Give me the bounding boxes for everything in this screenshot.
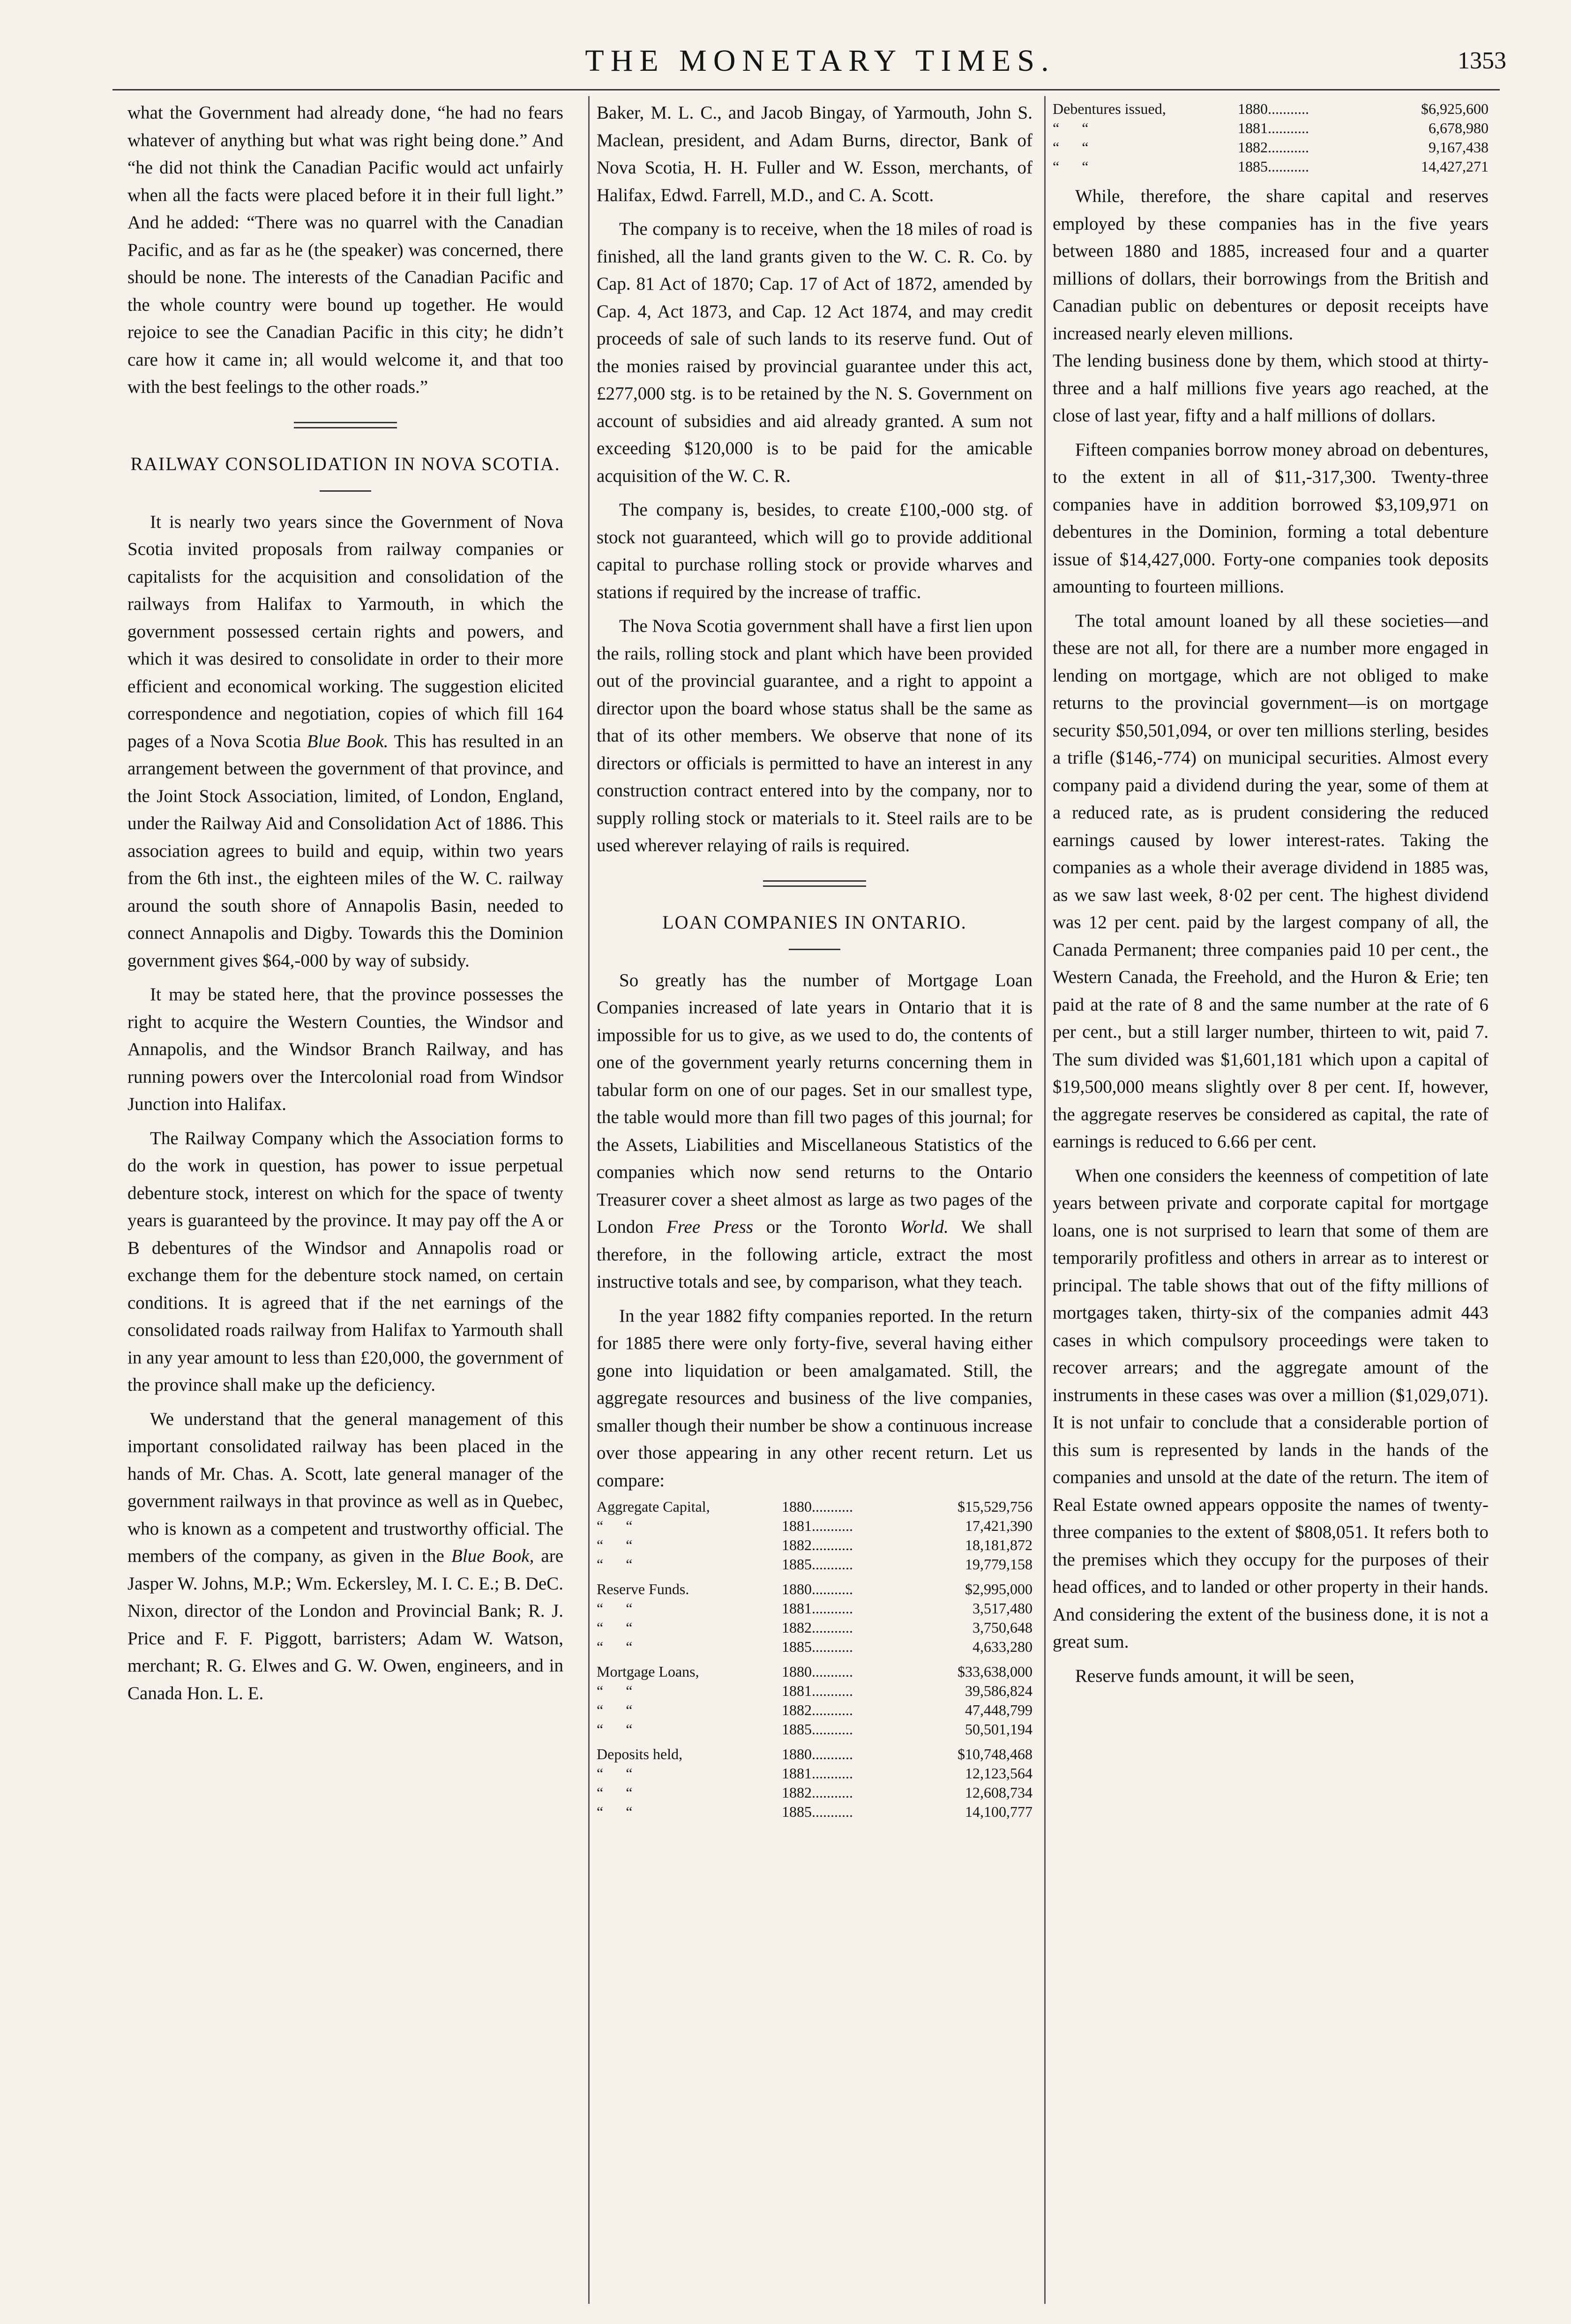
table-row: [597, 1618, 1032, 1637]
row-year: 1881...........: [782, 1517, 853, 1534]
article-paragraph: The company is to receive, when the 18 miles of road is finished, all the land grants given to the W. C. R. Co. by Cap. 81 Act of 1870; Cap. 17 of Act of 1872, amended by Cap. 4, Act 1873, and Cap. 12 Act 1874, and may credit proceeds of sale of such lands to its reserve fund. Out of the monies raised by provincial guarantee under this act, £277,000 stg. is to be retained by the N. S. Government on account of subsidies and aid already granted. A sum not exceeding $120,000 is to be paid for the amicable acquisition of the W. C. R.: [597, 219, 1032, 486]
row-value: 19,779,158: [965, 1556, 1032, 1573]
row-value: 12,608,734: [965, 1784, 1032, 1801]
column-divider: [588, 96, 590, 2304]
article-paragraph: [127, 1406, 563, 1708]
article-paragraph: Baker, M. L. C., and Jacob Bingay, of Yarmouth, John S. Maclean, president, and Adam Burns, director, Bank of Nova Scotia, H. H. Fuller and W. Esson, merchants, of Halifax, Edwd. Farrell, M.D., and C. A. Scott.: [597, 103, 1032, 205]
double-rule: [294, 422, 397, 428]
table-row: [1053, 157, 1489, 176]
table-spacer: [597, 1657, 1032, 1662]
row-year: 1880...........: [782, 1663, 853, 1680]
article-paragraph: The company is, besides, to create £100,-000 stg. of stock not guaranteed, which will go to provide additional capital to purchase rolling stock or provide wharves and stations if required by the increase of traffic.: [597, 500, 1032, 602]
column-1: [127, 99, 563, 2312]
text-run: So greatly has the number of Mortgage Loan Companies increased of late years in Ontario that it is impossible for us to give, as we used to do, the contents of one of the government yearly returns concerning them in tabular form on one of our pages. Set in our smallest type, the table would more than fill two pages of this journal; for the Assets, Liabilities and Miscellaneous Statistics of the companies which now send returns to the Ontario Treasurer cover a sheet almost as large as two pages of the London: [597, 970, 1032, 1237]
row-value: $2,995,000: [965, 1581, 1032, 1597]
table-row: [597, 1662, 1032, 1681]
debentures-table: [1053, 99, 1489, 176]
article-paragraph: The Nova Scotia government shall have a first lien upon the rails, rolling stock and plant which have been provided out of the provincial guarantee, and a right to appoint a director upon the board whose status shall be the same as that of its other members. We observe that none of its directors or officials is permitted to have an interest in any construction contract entered into by the company, nor to supply rolling stock or materials to it. Steel rails are to be used wherever relaying of rails is required.: [597, 616, 1032, 855]
row-year: 1882...........: [782, 1619, 853, 1636]
row-year: 1882...........: [1238, 139, 1309, 156]
article-heading: RAILWAY CONSOLIDATION IN NOVA SCOTIA.: [130, 453, 561, 474]
page-number: 1353: [1458, 47, 1506, 74]
table-row: [597, 1599, 1032, 1618]
loan-statistics-table: [597, 1497, 1032, 1822]
table-row: [597, 1745, 1032, 1764]
row-value: $6,925,600: [1421, 100, 1489, 117]
row-value: $33,638,000: [958, 1663, 1032, 1680]
table-spacer: [597, 1574, 1032, 1580]
article-paragraph: In the year 1882 fifty companies reported. In the return for 1885 there were only forty-five, several having either gone into liquidation or been amalgamated. Still, the aggregate resources and business of the live companies, smaller though their number be show a continuous increase over those appearing in any other recent return. Let us compare:: [597, 1305, 1032, 1491]
table-row: [597, 1802, 1032, 1822]
row-year: 1885...........: [782, 1721, 853, 1738]
row-label: “ “: [597, 1600, 633, 1617]
row-value: $10,748,468: [958, 1746, 1032, 1762]
double-rule: [763, 880, 866, 887]
row-year: 1880...........: [782, 1498, 853, 1515]
text-run: This has resulted in an arrangement between the government of that province, and the Joint Stock Association, limited, of London, England, under the Railway Aid and Consolidation Act of 1886. This association agrees to build and equip, within two years from the 6th inst., the eighteen miles of the W. C. railway around the south shore of Annapolis Basin, needed to connect Annapolis and Digby. Towards this the Dominion government gives $64,-000 by way of subsidy.: [127, 731, 563, 971]
text-run: We understand that the general management of this important consolidated railway has been placed in the hands of Mr. Chas. A. Scott, late general manager of the government railways in that province as well as in Quebec, who is known as a competent and trustworthy official. The members of the company, as given in the: [127, 1409, 563, 1566]
row-label: Mortgage Loans,: [597, 1663, 699, 1680]
row-label: “ “: [597, 1537, 633, 1553]
table-row: [597, 1720, 1032, 1739]
article-paragraph: While, therefore, the share capital and reserves employed by these companies has in the five years between 1880 and 1885, increased four and a quarter millions of dollars, their borrowings from the British and Canadian public on debentures or deposit receipts have increased nearly eleven millions.: [1053, 186, 1489, 344]
row-value: 50,501,194: [965, 1721, 1032, 1738]
row-label: “ “: [597, 1517, 633, 1534]
row-label: “ “: [1053, 120, 1089, 136]
table-row: [1053, 119, 1489, 138]
row-year: 1880...........: [782, 1746, 853, 1762]
header-rule: [112, 89, 1500, 90]
row-value: 3,517,480: [973, 1600, 1032, 1617]
row-year: 1880...........: [1238, 100, 1309, 117]
row-label: Debentures issued,: [1053, 100, 1166, 117]
table-row: [597, 1516, 1032, 1536]
row-value: 9,167,438: [1429, 139, 1489, 156]
row-label: “ “: [597, 1721, 633, 1738]
article-paragraph: what the Government had already done, “he had no fears whatever of anything but what was right being done.” And “he did not think the Canadian Pacific would act unfairly when all the facts were placed before it in their full light.” And he added: “There was no quarrel with the Canadian Pacific, and as far as he (the speaker) was concerned, there should be none. The interests of the Canadian Pacific and the whole country were bound up together. He would rejoice to see the Canadian Pacific in this city; he didn’t care how it came in; all would welcome it, and that too with the best feelings to the other roads.”: [127, 103, 563, 397]
italic-title: Blue Book.: [307, 731, 389, 751]
text-run: or the Toronto: [766, 1217, 887, 1237]
italic-title: Free Press: [666, 1217, 754, 1237]
row-year: 1885...........: [782, 1556, 853, 1573]
row-year: 1881...........: [782, 1682, 853, 1699]
article-paragraph: Reserve funds amount, it will be seen,: [1075, 1665, 1354, 1686]
article-heading: LOAN COMPANIES IN ONTARIO.: [662, 911, 967, 933]
table-row: [597, 1497, 1032, 1516]
row-year: 1881...........: [782, 1600, 853, 1617]
text-run: We shall therefore, in the following article, extract the most instructive totals and see, by comparison, what they teach.: [597, 1217, 1032, 1292]
row-value: 6,678,980: [1429, 120, 1489, 136]
table-row: [597, 1701, 1032, 1720]
page-header: [0, 0, 1571, 101]
row-label: “ “: [597, 1556, 633, 1573]
row-year: 1882...........: [782, 1537, 853, 1553]
row-label: “ “: [1053, 139, 1089, 156]
row-value: 39,586,824: [965, 1682, 1032, 1699]
article-paragraph: [127, 509, 563, 975]
row-label: Aggregate Capital,: [597, 1498, 710, 1515]
article-paragraph: When one considers the keenness of competition of late years between private and corporate capital for mortgage loans, one is not surprised to learn that some of them are temporarily profitless and others in arrear as to interest or principal. The table shows that out of the fifty millions of mortgages taken, thirty-six of the companies admit 443 cases in which compulsory proceedings were taken to recover arrears; and the aggregate amount of the instruments in these cases was over a million ($1,029,071). It is not unfair to conclude that a considerable portion of this sum is represented by lands in the hands of the companies and unsold at the date of the return. The item of Real Estate owned appears opposite the names of twenty-three companies to the extent of $808,051. It refers both to the premises which they occupy for the purposes of their head offices, and to landed or other property in their hands. And considering the extent of the business done, it is not a great sum.: [1053, 1165, 1489, 1652]
row-year: 1881...........: [1238, 120, 1309, 136]
row-label: “ “: [1053, 158, 1089, 175]
italic-title: World.: [900, 1217, 949, 1237]
row-year: 1885...........: [782, 1803, 853, 1820]
article-paragraph: The lending business done by them, which stood at thirty-three and a half millions five years ago reached, at the close of last year, fifty and a half millions of dollars.: [1053, 351, 1489, 426]
row-label: “ “: [597, 1702, 633, 1718]
row-label: “ “: [597, 1765, 633, 1782]
short-rule: [789, 949, 840, 950]
column-2: [597, 99, 1032, 2312]
row-label: “ “: [597, 1784, 633, 1801]
row-label: Reserve Funds.: [597, 1581, 689, 1597]
row-value: 18,181,872: [965, 1537, 1032, 1553]
table-row: [597, 1764, 1032, 1783]
row-year: 1882...........: [782, 1702, 853, 1718]
italic-title: Blue Book,: [451, 1546, 534, 1566]
table-row: [597, 1637, 1032, 1657]
short-rule: [320, 490, 371, 492]
article-paragraph: The Railway Company which the Association forms to do the work in question, has power to issue perpetual debenture stock, interest on which for the space of twenty years is guaranteed by the province. It may pay off the A or B debentures of the Windsor and Annapolis road or exchange them for the debenture stock named, on certain conditions. It is agreed that if the net earnings of the consolidated roads railway from Halifax to Yarmouth shall in any year amount to less than £20,000, the government of the province shall make up the deficiency.: [127, 1128, 563, 1395]
row-year: 1885...........: [1238, 158, 1309, 175]
row-label: Deposits held,: [597, 1746, 683, 1762]
article-paragraph: The total amount loaned by all these societies—and these are not all, for there are a number more engaged in lending on mortgage, which are not obliged to make returns to the provincial government—is on mortgage security $50,501,094, or over ten millions sterling, besides a trifle ($146,-774) on municipal securities. Almost every company paid a dividend during the year, some of them at a reduced rate, as is prudent considering the reduced earnings caused by lower interest-rates. Taking the companies as a whole their average dividend in 1885 was, as we saw last week, 8·02 per cent. The highest dividend was 12 per cent. paid by the largest company of all, the Canada Permanent; three companies paid 10 per cent., the Western Canada, the Freehold, and the Huron & Erie; ten paid at the rate of 8 and the same number at the rate of 6 per cent., but a still larger number, thirteen to wit, paid 7. The sum divided was $1,601,181 which upon a capital of $19,500,000 means slightly over 8 per cent. If, however, the aggregate reserves be considered as capital, the rate of earnings is reduced to 6.66 per cent.: [1053, 610, 1489, 1152]
column-3: [1053, 99, 1489, 2312]
row-year: 1885...........: [782, 1638, 853, 1655]
column-divider: [1044, 96, 1046, 2304]
row-value: 14,427,271: [1421, 158, 1489, 175]
row-label: “ “: [597, 1682, 633, 1699]
text-run: It is nearly two years since the Government of Nova Scotia invited proposals from railway companies or capitalists for the acquisition and consolidation of the railways from Halifax to Yarmouth, in which the government possessed certain rights and powers, and which it was desired to consolidate in order to their more efficient and economical working. The suggestion elicited correspondence and negotiation, copies of which fill 164 pages of a Nova Scotia: [127, 511, 563, 751]
row-value: 14,100,777: [965, 1803, 1032, 1820]
row-label: “ “: [597, 1803, 633, 1820]
table-row: [1053, 138, 1489, 157]
article-paragraph: It may be stated here, that the province possesses the right to acquire the Western Counties, the Windsor and Annapolis, and the Windsor Branch Railway, and has running powers over the Intercolonial road from Windsor Junction into Halifax.: [127, 984, 563, 1114]
newspaper-title: THE MONETARY TIMES.: [585, 44, 1055, 78]
row-value: 12,123,564: [965, 1765, 1032, 1782]
row-value: 17,421,390: [965, 1517, 1032, 1534]
table-row: [597, 1783, 1032, 1802]
row-value: $15,529,756: [958, 1498, 1032, 1515]
row-year: 1882...........: [782, 1784, 853, 1801]
statistics-table: [597, 1497, 1032, 1822]
row-value: 4,633,280: [973, 1638, 1032, 1655]
row-value: 47,448,799: [965, 1702, 1032, 1718]
table-spacer: [597, 1739, 1032, 1745]
article-paragraph: Fifteen companies borrow money abroad on debentures, to the extent in all of $11,-317,300. Twenty-three companies have in addition borrowed $3,109,971 on debentures in the Dominion, forming a total debenture issue of $14,427,000. Forty-one companies took deposits amounting to fourteen millions.: [1053, 439, 1489, 597]
table-row: [597, 1555, 1032, 1574]
row-year: 1880...........: [782, 1581, 853, 1597]
table-row: [597, 1681, 1032, 1701]
row-label: “ “: [597, 1619, 633, 1636]
row-label: “ “: [597, 1638, 633, 1655]
text-run: are Jasper W. Johns, M.P.; Wm. Eckersley, M. I. C. E.; B. DeC. Nixon, director of the London and Provincial Bank; R. J. Price and F. F. Piggott, barristers; Adam W. Watson, merchant; R. G. Elwes and G. W. Owen, engineers, and in Canada Hon. L. E.: [127, 1546, 563, 1703]
table-row: [1053, 99, 1489, 119]
row-year: 1881...........: [782, 1765, 853, 1782]
table-row: [597, 1580, 1032, 1599]
row-value: 3,750,648: [973, 1619, 1032, 1636]
table-row: [597, 1536, 1032, 1555]
article-paragraph: [597, 967, 1032, 1296]
